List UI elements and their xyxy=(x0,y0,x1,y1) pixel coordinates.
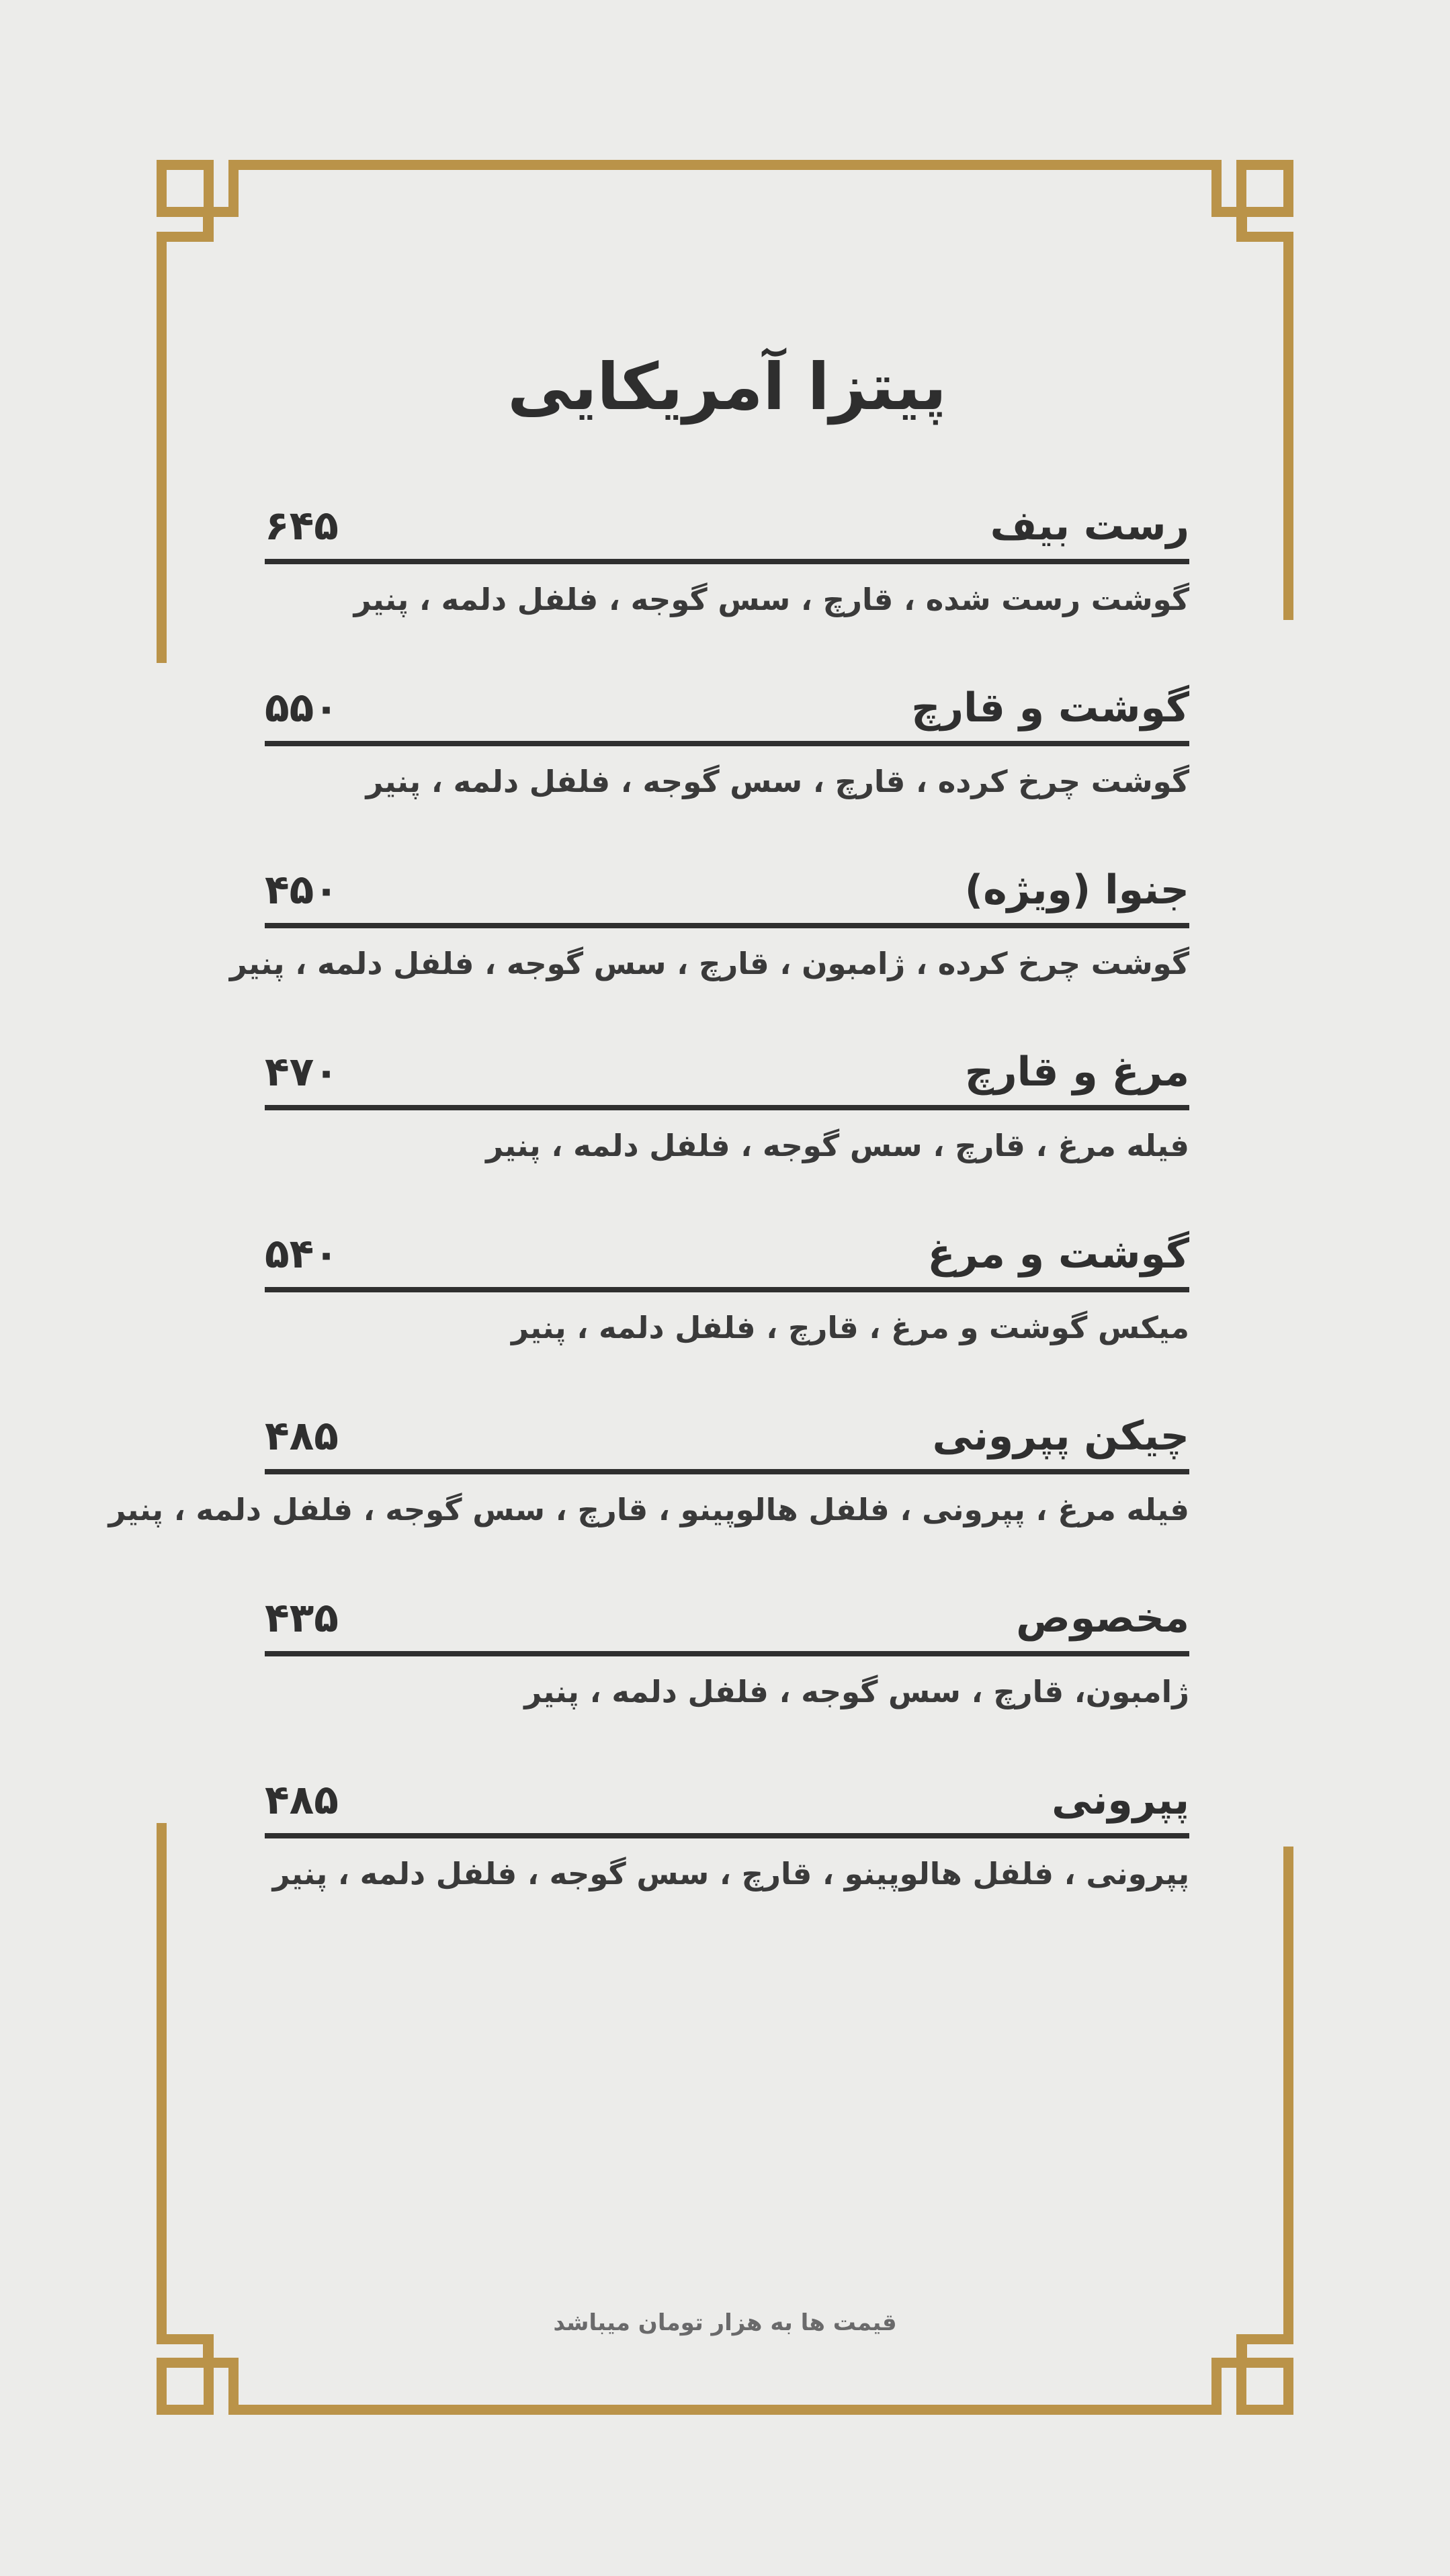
menu-item-name: مرغ و قارچ xyxy=(964,1049,1189,1096)
menu-item-name: پپرونی xyxy=(1052,1777,1189,1824)
menu-item-price: ۴۳۵ xyxy=(265,1595,339,1642)
menu-item-name: چیکن پپرونی xyxy=(932,1413,1189,1460)
menu-item-divider xyxy=(265,1651,1189,1656)
menu-item xyxy=(265,504,1189,618)
menu-item-price: ۵۴۰ xyxy=(265,1231,339,1278)
menu-item-divider xyxy=(265,1833,1189,1838)
menu-item-name: جنوا (ویژه) xyxy=(964,867,1189,914)
menu-item-divider xyxy=(265,1105,1189,1110)
menu-item-price: ۴۷۰ xyxy=(265,1049,339,1096)
menu-item-head xyxy=(265,504,1189,548)
menu-item-divider xyxy=(265,1469,1189,1474)
menu-item-description: پپرونی ، فلفل هالوپینو ، قارچ ، سس گوجه ، فلفل دلمه ، پنیر xyxy=(272,1856,1189,1892)
frame-ornament xyxy=(1211,160,1222,217)
frame-ornament xyxy=(1211,2358,1222,2415)
menu-item-head xyxy=(265,868,1189,912)
frame-corner-square-bottom-left xyxy=(157,2358,214,2415)
menu-item-head xyxy=(265,686,1189,730)
menu-item-description: گوشت چرخ کرده ، قارچ ، سس گوجه ، فلفل دلمه ، پنیر xyxy=(366,764,1189,799)
menu-item-divider xyxy=(265,1287,1189,1292)
menu-item xyxy=(265,686,1189,800)
menu-item-head xyxy=(265,1414,1189,1458)
menu-item-name: گوشت و قارچ xyxy=(911,684,1189,731)
menu-item-price: ۴۸۵ xyxy=(265,1777,339,1824)
menu-item-head xyxy=(265,1596,1189,1640)
frame-border-bottom xyxy=(228,2405,1222,2415)
menu-item xyxy=(108,1413,1189,1528)
menu-item-list xyxy=(108,502,1189,1892)
menu-item-price: ۵۵۰ xyxy=(265,684,339,731)
menu-item-price: ۴۸۵ xyxy=(265,1413,339,1460)
menu-section xyxy=(108,349,1189,1960)
menu-item-description: فیله مرغ ، پپرونی ، فلفل هالوپینو ، قارچ ، سس گوجه ، فلفل دلمه ، پنیر xyxy=(108,1492,1189,1527)
menu-item-head xyxy=(265,1232,1189,1276)
menu-item-divider xyxy=(265,923,1189,928)
menu-item xyxy=(265,1050,1189,1164)
menu-item-description: فیله مرغ ، قارچ ، سس گوجه ، فلفل دلمه ، پنیر xyxy=(486,1128,1189,1163)
frame-border-left-upper xyxy=(157,232,167,663)
menu-item-description: گوشت چرخ کرده ، ژامبون ، قارچ ، سس گوجه ، فلفل دلمه ، پنیر xyxy=(229,946,1189,981)
menu-item-price: ۶۴۵ xyxy=(265,502,339,549)
frame-ornament xyxy=(1236,2334,1247,2359)
menu-item-description: ژامبون، قارچ ، سس گوجه ، فلفل دلمه ، پنیر xyxy=(524,1674,1189,1709)
menu-item xyxy=(265,1778,1189,1892)
frame-border-right-upper xyxy=(1283,232,1293,620)
menu-item xyxy=(265,1596,1189,1710)
menu-item-description: گوشت رست شده ، قارچ ، سس گوجه ، فلفل دلمه ، پنیر xyxy=(353,582,1189,617)
menu-item-name: گوشت و مرغ xyxy=(927,1231,1189,1278)
menu-item-name: مخصوص xyxy=(1016,1595,1189,1642)
frame-border-right-lower xyxy=(1283,1847,1293,2334)
footer-price-note: قیمت ها به هزار تومان میباشد xyxy=(553,2309,897,2336)
frame-corner-square-top-left xyxy=(157,160,214,217)
frame-corner-square-bottom-right xyxy=(1236,2358,1293,2415)
frame-corner-square-top-right xyxy=(1236,160,1293,217)
menu-item-divider xyxy=(265,741,1189,746)
menu-item-head xyxy=(265,1778,1189,1822)
menu-item-price: ۴۵۰ xyxy=(265,867,339,914)
menu-item xyxy=(229,867,1189,982)
menu-item-description: میکس گوشت و مرغ ، قارچ ، فلفل دلمه ، پنیر xyxy=(511,1310,1189,1345)
frame-border-left-lower xyxy=(157,1823,167,2334)
frame-border-top xyxy=(228,160,1222,170)
menu-item-divider xyxy=(265,559,1189,564)
menu-item xyxy=(265,1232,1189,1346)
menu-item-head xyxy=(265,1050,1189,1094)
menu-item-name: رست بیف xyxy=(990,502,1189,549)
frame-ornament xyxy=(203,2334,214,2359)
page-title: پیتزا آمریکایی xyxy=(507,349,947,425)
